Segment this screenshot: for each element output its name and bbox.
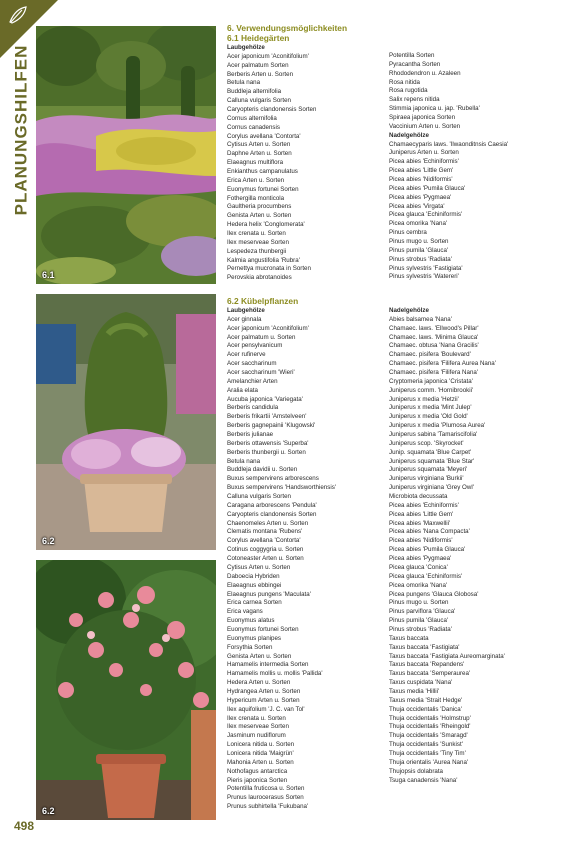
list-item: Potentilla fruticosa u. Sorten (227, 785, 305, 793)
list-item: Daboecia Hybriden (227, 572, 280, 580)
list-item: Taxus baccata 'Fastigiata' (389, 643, 460, 651)
list-item: Cotinus coggygria u. Sorten (227, 546, 304, 554)
list-item: Thuja occidentalis 'Rheingold' (389, 723, 471, 731)
list-item: Cotoneaster Arten u. Sorten (227, 555, 304, 563)
list-item: Picea glauca 'Conica' (389, 563, 448, 571)
list-item: Pernettya mucronata in Sorten (227, 265, 311, 273)
list-item: Juniperus virginiana 'Burkii' (389, 475, 464, 483)
list-item: Pinus mugo u. Sorten (389, 599, 449, 607)
page-number: 498 (14, 819, 35, 833)
photo-heather-garden (36, 26, 216, 284)
list-item: Hedera helix 'Conglomerata' (227, 221, 305, 229)
list-item: Pinus sylvestris 'Fastigiata' (389, 264, 463, 272)
list-item: Taxus cuspidata 'Nana' (389, 679, 453, 687)
list-item: Ilex crenata u. Sorten (227, 230, 286, 238)
list-item: Pinus pumila 'Glauca' (389, 617, 449, 625)
list-item: Picea omorika 'Nana' (389, 220, 448, 228)
list-item: Lespedeza thunbergii (227, 247, 287, 255)
list-item: Euonymus alatus (227, 617, 275, 625)
list-item: Lonicera nitida u. Sorten (227, 741, 295, 749)
list-item: Pinus strobus 'Radiata' (389, 625, 452, 633)
list-item: Juniperus x media 'Hetzii' (389, 395, 459, 403)
list-item: Genista Arten u. Sorten (227, 212, 292, 220)
list-item: Acer rufinerve (227, 351, 266, 359)
list-item: Thujopsis dolabrata (389, 767, 444, 775)
group-heading: Nadelgehölze (389, 307, 429, 314)
list-item: Picea abies 'Nidiformis' (389, 176, 453, 184)
kuebel-list-laub (227, 307, 336, 812)
list-item: Buxus sempervirens arborescens (227, 475, 319, 483)
list-item: Berberis julianae (227, 431, 274, 439)
list-item: Berberis Arten u. Sorten (227, 70, 294, 78)
list-item: Thuja orientalis 'Aurea Nana' (389, 758, 469, 766)
list-item: Erica Arten u. Sorten (227, 176, 285, 184)
list-item: Calluna vulgaris Sorten (227, 493, 291, 501)
chapter-heading (227, 24, 347, 43)
subsection-title-heide: 6.1 Heidegärten (227, 32, 290, 43)
list-item: Aralia elata (227, 386, 258, 394)
list-item: Corylus avellana 'Contorta' (227, 537, 301, 545)
list-item: Amelanchier Arten (227, 377, 278, 385)
list-item: Salix repens nitida (389, 96, 440, 104)
list-item: Acer palmatum u. Sorten (227, 333, 296, 341)
list-item: Kalmia angustifolia 'Rubra' (227, 256, 300, 264)
list-item: Ilex aquifolium 'J. C. van Tol' (227, 705, 305, 713)
heide-list-2 (389, 52, 508, 282)
list-item: Prunus subhirtella 'Fukubana' (227, 803, 309, 811)
list-item: Juniperus sabina 'Tamariscifolia' (389, 431, 478, 439)
photo-caption: 6.2 (42, 536, 55, 546)
list-item: Hamamelis mollis u. mollis 'Pallida' (227, 670, 323, 678)
list-item: Buddleja davidii u. Sorten (227, 466, 298, 474)
list-item: Pinus pumila 'Glauca' (389, 246, 449, 254)
section-tab (6, 44, 36, 216)
list-item: Acer pensylvanicum (227, 342, 283, 350)
list-item: Juniperus Arten u. Sorten (389, 149, 459, 157)
list-item: Elaeagnus multiflora (227, 159, 284, 167)
list-item: Picea abies 'Echiniformis' (389, 158, 459, 166)
list-item: Perovskia abrotanoides (227, 274, 292, 282)
list-item: Pieris japonica Sorten (227, 776, 288, 784)
list-item: Ilex crenata u. Sorten (227, 714, 286, 722)
list-item: Picea abies 'Nana Compacta' (389, 528, 470, 536)
list-item: Taxus baccata (389, 634, 429, 642)
list-item: Rosa rugotida (389, 87, 428, 95)
list-item: Hedera Arten u. Sorten (227, 679, 291, 687)
list-item: Juniperus squamata 'Blue Star' (389, 457, 475, 465)
list-item: Betula nana (227, 457, 261, 465)
list-item: Mahonia Arten u. Sorten (227, 758, 294, 766)
list-item: Cornus canadensis (227, 123, 280, 131)
list-item: Buxus sempervirens 'Handsworthiensis' (227, 484, 336, 492)
list-item: Acer japonicum 'Aconitifolium' (227, 324, 309, 332)
photo-container-boxwood (36, 294, 216, 550)
list-item: Picea abies 'Virgata' (389, 202, 445, 210)
heide-list-laub (227, 44, 316, 283)
list-item: Betula nana (227, 79, 261, 87)
list-item: Euonymus fortunei Sorten (227, 625, 299, 633)
list-item: Chamaec. laws. 'Ellwood's Pillar' (389, 324, 479, 332)
list-item: Berberis frikartii 'Amstelveen' (227, 413, 307, 421)
photo-caption: 6.1 (42, 270, 55, 280)
list-item: Thuja occidentalis 'Smaragd' (389, 732, 468, 740)
list-item: Ilex meserveae Sorten (227, 238, 289, 246)
list-item: Aucuba japonica 'Variegata' (227, 395, 303, 403)
list-item: Hamamelis intermedia Sorten (227, 661, 309, 669)
list-item: Junip. squamata 'Blue Carpet' (389, 448, 472, 456)
list-item: Thuja occidentalis 'Danica' (389, 705, 462, 713)
list-item: Chamaec. pisifera 'Boulevard' (389, 351, 471, 359)
list-item: Clematis montana 'Rubens' (227, 528, 303, 536)
list-item: Rosa nitida (389, 78, 420, 86)
list-item: Taxus baccata 'Fastigiata Aureomarginata' (389, 652, 505, 660)
list-item: Pinus parviflora 'Glauca' (389, 608, 456, 616)
list-item: Erica carnea Sorten (227, 599, 282, 607)
list-item: Potentilla Sorten (389, 52, 435, 59)
list-item: Forsythia Sorten (227, 643, 273, 651)
section-title: 6. Verwendungsmöglichkeiten (227, 23, 348, 33)
group-heading: Laubgehölze (227, 307, 265, 314)
list-item: Juniperus x media 'Plumosa Aurea' (389, 422, 486, 430)
list-item: Microbiota decussata (389, 493, 448, 501)
section-tab-label: PLANUNGSHILFEN (11, 44, 30, 216)
list-item: Cytisus Arten u. Sorten (227, 141, 291, 149)
list-item: Pyracantha Sorten (389, 60, 441, 68)
list-item: Abies balsamea 'Nana' (389, 315, 452, 323)
list-item: Daphne Arten u. Sorten (227, 150, 292, 158)
subsection-title-kuebel: 6.2 Kübelpflanzen (227, 296, 299, 306)
list-item: Picea omorika 'Nana' (389, 581, 448, 589)
list-item: Euonymus planipes (227, 634, 282, 642)
list-item: Juniperus comm. 'Hornibrookii' (389, 386, 474, 394)
list-item: Acer saccharinum (227, 360, 277, 368)
list-item: Calluna vulgaris Sorten (227, 97, 291, 105)
list-item: Chamaec. obtusa 'Nana Gracilis' (389, 342, 479, 350)
group-heading: Nadelgehölze (389, 131, 429, 139)
list-item: Juniperus virginiana 'Grey Owl' (389, 484, 474, 492)
list-item: Vaccinium Arten u. Sorten (389, 122, 461, 130)
list-item: Tsuga canadensis 'Nana' (389, 776, 458, 784)
list-item: Chamaec. pisifera 'Filifera Aurea Nana' (389, 360, 496, 368)
list-item: Taxus media 'Hillii' (389, 687, 440, 695)
list-item: Pinus sylvestris 'Watereri' (389, 273, 459, 281)
photo-caption: 6.2 (42, 806, 55, 816)
list-item: Cornus alternifolia (227, 114, 277, 122)
list-item: Thuja occidentalis 'Tiny Tim' (389, 749, 466, 757)
list-item: Taxus baccata 'Repandens' (389, 661, 465, 669)
list-item: Elaeagnus ebbingei (227, 581, 282, 589)
list-item: Berberis ottawensis 'Superba' (227, 439, 309, 447)
photo-container-rose (36, 560, 216, 820)
list-item: Jasminum nudiflorum (227, 732, 286, 740)
list-item: Berberis candidula (227, 404, 279, 412)
list-item: Prunus laurocerasus Sorten (227, 794, 304, 802)
list-item: Caryopteris clandonensis Sorten (227, 106, 317, 114)
list-item: Juniperus x media 'Old Gold' (389, 413, 468, 421)
list-item: Acer palmatum Sorten (227, 61, 289, 69)
list-item: Picea abies 'Echiniformis' (389, 501, 459, 509)
list-item: Picea abies 'Nidiformis' (389, 537, 453, 545)
list-item: Picea abies 'Pygmaea' (389, 555, 452, 563)
list-item: Hypericum Arten u. Sorten (227, 696, 300, 704)
list-item: Corylus avellana 'Contorta' (227, 132, 301, 140)
list-item: Chamaec. pisifera 'Filifera Nana' (389, 369, 479, 377)
group-heading: Laubgehölze (227, 44, 265, 51)
list-item: Pinus strobus 'Radiata' (389, 255, 452, 263)
list-item: Picea abies 'Little Gem' (389, 167, 454, 175)
list-item: Taxus media 'Strait Hedge' (389, 696, 463, 704)
list-item: Cryptomeria japonica 'Cristata' (389, 377, 473, 385)
list-item: Stimmia japonica u. jap. 'Rubella' (389, 105, 480, 113)
list-item: Pinus cembra (389, 229, 427, 237)
list-item: Fothergilla monticola (227, 194, 285, 202)
list-item: Juniperus x media 'Mint Julep' (389, 404, 472, 412)
list-item: Lonicera nitida 'Maigrün' (227, 749, 294, 757)
list-item: Acer japonicum 'Aconitifolium' (227, 52, 309, 60)
list-item: Enkianthus campanulatus (227, 168, 298, 176)
list-item: Picea glauca 'Echiniformis' (389, 211, 463, 219)
list-item: Chaenomeles Arten u. Sorten (227, 519, 309, 527)
list-item: Juniperus scop. 'Skyrocket' (389, 439, 464, 447)
kuebel-list-nadel (389, 307, 505, 785)
list-item: Caragana arborescens 'Pendula' (227, 501, 317, 509)
list-item: Thuja occidentalis 'Holmstrup' (389, 714, 471, 722)
list-item: Berberis gagnepainii 'Klugowski' (227, 422, 316, 430)
list-item: Berberis thunbergii u. Sorten (227, 448, 306, 456)
list-item: Euonymus fortunei Sorten (227, 185, 299, 193)
list-item: Taxus baccata 'Semperaurea' (389, 670, 471, 678)
list-item: Picea abies 'Pygmaea' (389, 193, 452, 201)
list-item: Picea abies 'Pumila Glauca' (389, 546, 466, 554)
list-item: Juniperus squamata 'Meyeri' (389, 466, 468, 474)
list-item: Hydrangea Arten u. Sorten (227, 687, 301, 695)
list-item: Picea glauca 'Echiniformis' (389, 572, 463, 580)
list-item: Acer saccharinum 'Wieri' (227, 369, 295, 377)
list-item: Pinus mugo u. Sorten (389, 238, 449, 246)
list-item: Spiraea japonica Sorten (389, 114, 456, 122)
list-item: Caryopteris clandonensis Sorten (227, 510, 317, 518)
list-item: Picea pungens 'Glauca Globosa' (389, 590, 479, 598)
list-item: Rhododendron u. Azaleen (389, 69, 461, 77)
list-item: Erica vagans (227, 608, 263, 616)
list-item: Picea abies 'Maxwellii' (389, 519, 451, 527)
list-item: Gaultheria procumbens (227, 203, 292, 211)
list-item: Ilex meserveae Sorten (227, 723, 289, 731)
list-item: Chamaec. laws. 'Minima Glauca' (389, 333, 479, 341)
list-item: Thuja occidentalis 'Sunkist' (389, 741, 463, 749)
list-item: Chamaecyparis laws. 'Ilwaonditnsis Caesia' (389, 140, 509, 148)
list-item: Buddleja alternifolia (227, 88, 282, 96)
list-item: Nothofagus antarctica (227, 767, 288, 775)
list-item: Elaeagnus pungens 'Maculata' (227, 590, 311, 598)
list-item: Cytisus Arten u. Sorten (227, 563, 291, 571)
list-item: Picea abies 'Little Gem' (389, 510, 454, 518)
list-item: Acer ginnala (227, 315, 262, 323)
list-item: Picea abies 'Pumila Glauca' (389, 184, 466, 192)
list-item: Genista Arten u. Sorten (227, 652, 292, 660)
